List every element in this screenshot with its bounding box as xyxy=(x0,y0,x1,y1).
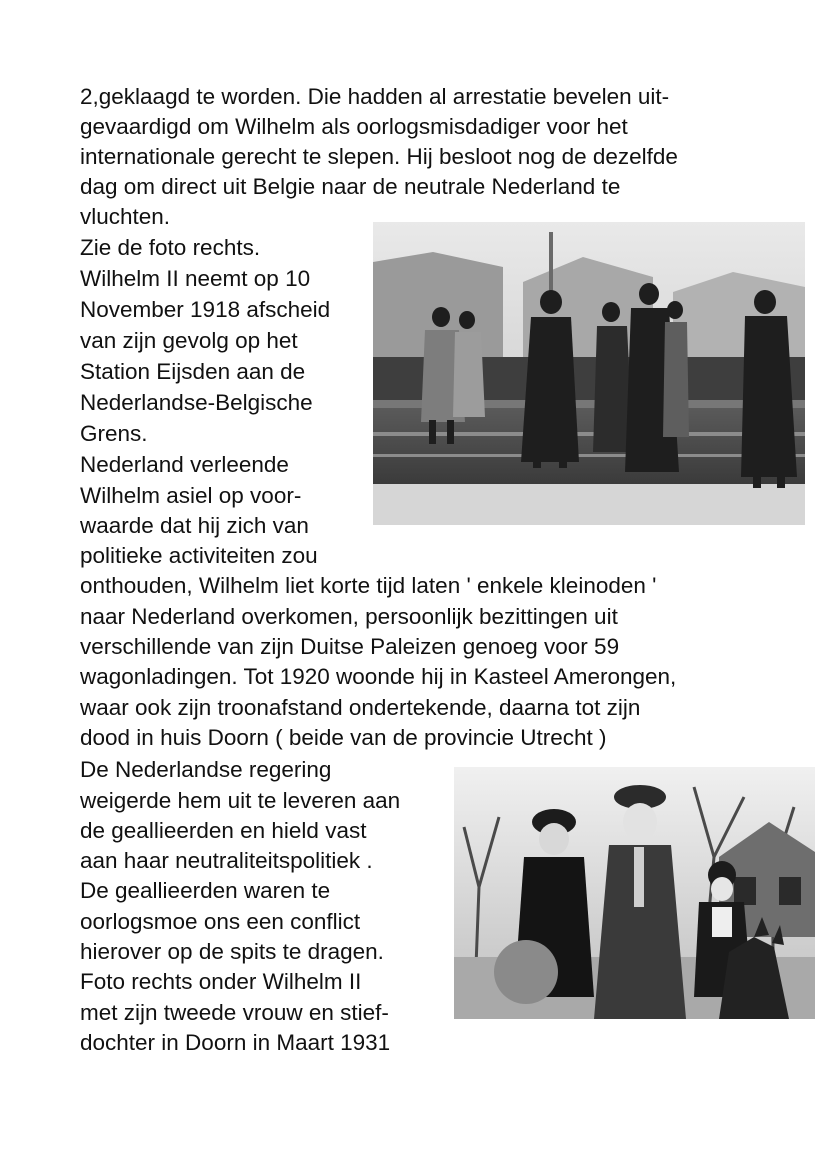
text-line: aan haar neutraliteitspolitiek . xyxy=(80,848,373,873)
text-line: dood in huis Doorn ( beide van de provincie Utrecht ) xyxy=(80,725,607,750)
text-line: internationale gerecht te slepen. Hij besloot nog de dezelfde xyxy=(80,144,678,169)
text-line: De Nederlandse regering xyxy=(80,757,332,782)
text-line: vluchten. xyxy=(80,204,171,229)
text-line: Wilhelm asiel op voor- xyxy=(80,483,302,508)
text-line: De geallieerden waren te xyxy=(80,878,331,903)
text-line: politieke activiteiten zou xyxy=(80,543,318,568)
text-line: dochter in Doorn in Maart 1931 xyxy=(80,1030,391,1055)
text-line: waarde dat hij zich van xyxy=(80,513,309,538)
text-line: de geallieerden en hield vast xyxy=(80,818,367,843)
caption-line: Grens. xyxy=(80,421,148,446)
text-line: verschillende van zijn Duitse Paleizen genoeg voor 59 xyxy=(80,634,620,659)
text-line: gevaardigd om Wilhelm als oorlogsmisdadiger voor het xyxy=(80,114,628,139)
caption-line: Zie de foto rechts. xyxy=(80,235,261,260)
text-line: dag om direct uit Belgie naar de neutrale Nederland te xyxy=(80,174,621,199)
text-line: 2,geklaagd te worden. Die hadden al arrestatie bevelen uit- xyxy=(80,84,670,109)
text-line: onthouden, Wilhelm liet korte tijd laten ' enkele kleinoden ' xyxy=(80,573,657,598)
caption-line: November 1918 afscheid xyxy=(80,297,331,322)
text-line: Nederland verleende xyxy=(80,452,289,477)
caption-line: Nederlandse-Belgische xyxy=(80,390,313,415)
text-line: Foto rechts onder Wilhelm II xyxy=(80,969,362,994)
station-farewell-photo xyxy=(373,222,805,525)
doorn-family-photo xyxy=(454,767,815,1019)
text-line: oorlogsmoe ons een conflict xyxy=(80,909,361,934)
caption-line: van zijn gevolg op het xyxy=(80,328,298,353)
caption-line: Station Eijsden aan de xyxy=(80,359,306,384)
text-line: weigerde hem uit te leveren aan xyxy=(80,788,401,813)
text-line: hierover op de spits te dragen. xyxy=(80,939,384,964)
text-line: waar ook zijn troonafstand ondertekende, daarna tot zijn xyxy=(80,695,641,720)
text-line: met zijn tweede vrouw en stief- xyxy=(80,1000,389,1025)
caption-line: Wilhelm II neemt op 10 xyxy=(80,266,311,291)
text-line: naar Nederland overkomen, persoonlijk bezittingen uit xyxy=(80,604,618,629)
text-line: wagonladingen. Tot 1920 woonde hij in Kasteel Amerongen, xyxy=(80,664,677,689)
